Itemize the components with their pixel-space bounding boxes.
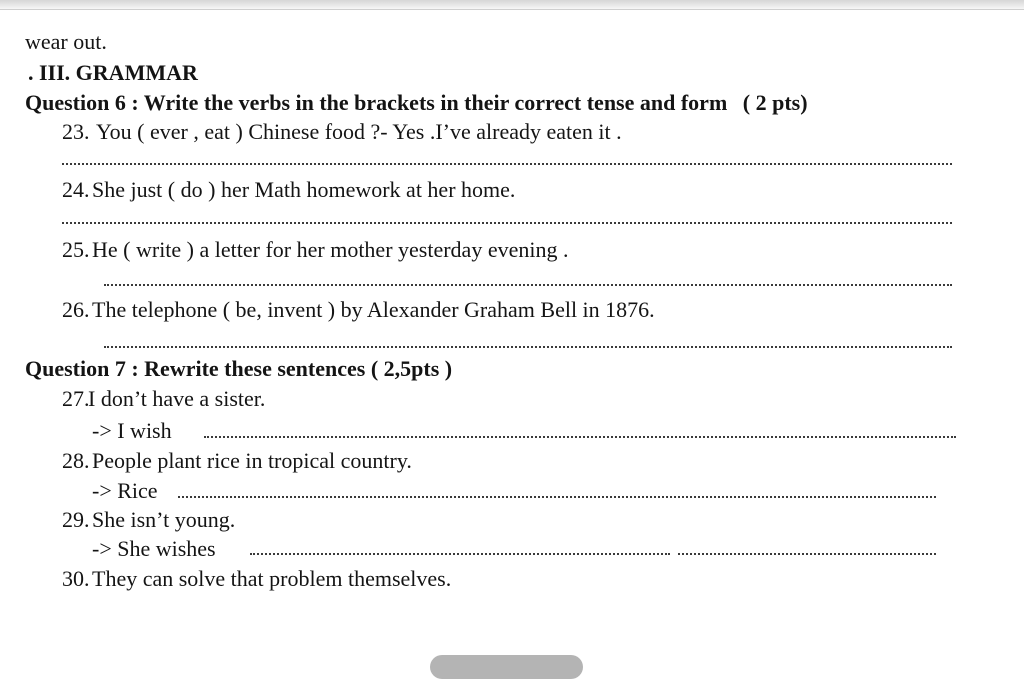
question-6-title [25,90,808,116]
top-fragment-text: wear out. [25,29,107,54]
item-number: 30. [62,566,90,591]
section-heading: . III. GRAMMAR [28,60,198,85]
question-item-24 [62,177,515,203]
item-text: I don’t have a sister. [88,386,266,411]
item-text: She isn’t young. [92,507,236,532]
answer-line-29-b[interactable] [678,553,936,555]
item-number: 28. [62,448,90,473]
rewrite-prompt-28: -> Rice [92,478,158,503]
question-item-26 [62,297,655,323]
question-item-23 [62,119,622,145]
item-text: They can solve that problem themselves. [92,566,452,591]
question-item-30 [62,566,451,592]
item-text: She just ( do ) her Math homework at her home. [92,177,516,202]
answer-line-26[interactable] [104,346,952,348]
question-item-28 [62,448,412,474]
bottom-drag-handle[interactable] [430,655,583,679]
question-7-title: Question 7 : Rewrite these sentences ( 2,5pts ) [25,356,453,381]
question-item-27 [62,386,265,412]
item-number: 24. [62,177,90,202]
rewrite-prompt-29: -> She wishes [92,536,216,561]
item-number: 27. [62,386,90,411]
item-text: The telephone ( be, invent ) by Alexander Graham Bell in 1876. [92,297,655,322]
answer-line-27[interactable] [204,436,956,438]
item-number: 23. [62,119,90,144]
item-text: People plant rice in tropical country. [92,448,412,473]
rewrite-prompt-27: -> I wish [92,418,172,443]
answer-line-29-a[interactable] [250,553,670,555]
question-6-points: ( 2 pts) [742,90,808,115]
item-text: He ( write ) a letter for her mother yesterday evening . [92,237,569,262]
question-6-title-text: Question 6 : Write the verbs in the brackets in their correct tense and form [25,90,728,115]
answer-line-24[interactable] [62,222,952,224]
item-number: 26. [62,297,90,322]
item-text: You ( ever , eat ) Chinese food ?- Yes .I’ve already eaten it . [96,119,622,144]
answer-line-28[interactable] [178,496,936,498]
answer-line-23[interactable] [62,163,952,165]
answer-line-25[interactable] [104,284,952,286]
question-item-29 [62,507,235,533]
question-item-25 [62,237,568,263]
item-number: 29. [62,507,90,532]
item-number: 25. [62,237,90,262]
page-top-edge [0,0,1024,10]
